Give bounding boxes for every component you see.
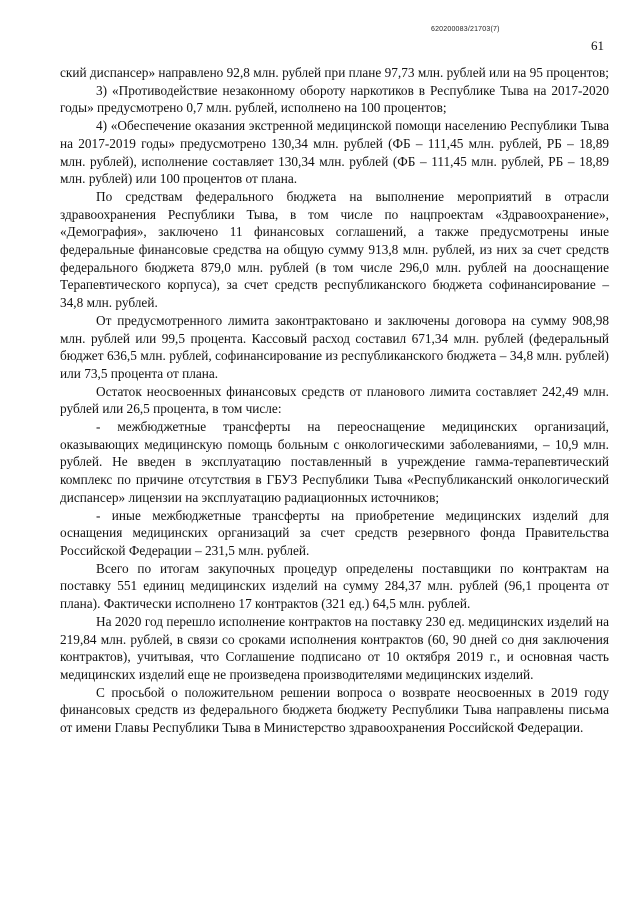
page-number: 61	[591, 38, 604, 53]
paragraph: - межбюджетные трансферты на переоснащение медицинских организаций, оказывающих медицинскую помощь больным с онкологическими заболеваниями, – 10,9 млн. рублей. Не введен в эксплуатацию поставленный в учреждение гамма-терапевтический комплекс по причине отсутствия в ГБУЗ Республики Тыва «Республиканский онкологический диспансер» лицензии на эксплуатацию радиационных источников;	[60, 419, 609, 505]
paragraph: С просьбой о положительном решении вопроса о возврате неосвоенных в 2019 году финансовых средств из федерального бюджета бюджету Республики Тыва направлены письма от имени Главы Республики Тыва в Министерство здравоохранения Российской Федерации.	[60, 684, 609, 736]
paragraph: ский диспансер» направлено 92,8 млн. рублей при плане 97,73 млн. рублей или на 95 процентов;	[60, 65, 609, 80]
document-id: 620200083/21703(7)	[431, 26, 500, 33]
paragraph: От предусмотренного лимита законтрактовано и заключены договора на сумму 908,98 млн. рублей или 99,5 процента. Кассовый расход составил 671,34 млн. рублей (федеральный бюджет 636,5 млн. рублей, софинансирование из республиканского бюджета – 34,8 млн. рублей) или 73,5 процента от плана.	[60, 312, 609, 381]
paragraph: 3) «Противодействие незаконному обороту наркотиков в Республике Тыва на 2017-2020 годы» предусмотрено 0,7 млн. рублей, исполнено на 100 процентов;	[60, 82, 609, 116]
paragraph: Остаток неосвоенных финансовых средств от планового лимита составляет 242,49 млн. рублей или 26,5 процента, в том числе:	[60, 383, 609, 417]
paragraph: Всего по итогам закупочных процедур определены поставщики по контрактам на поставку 551 единиц медицинских изделий на сумму 284,37 млн. рублей (96,1 процента от плана). Фактически исполнено 17 контрактов (321 ед.) 64,5 млн. рублей.	[60, 560, 609, 612]
paragraph: 4) «Обеспечение оказания экстренной медицинской помощи населению Республики Тыва на 2017-2019 годы» предусмотрено 130,34 млн. рублей (ФБ – 111,45 млн. рублей, РБ – 18,89 млн. рублей), исполнение составляет 130,34 млн. рублей (ФБ – 111,45 млн. рублей, РБ – 18,89 млн. рублей) или 100 процентов от плана.	[60, 118, 609, 187]
paragraph: - иные межбюджетные трансферты на приобретение медицинских изделий для оснащения медицинских организаций за счет средств резервного фонда Правительства Российской Федерации – 231,5 млн. рублей.	[60, 507, 609, 558]
document-body	[60, 64, 609, 737]
paragraph: На 2020 год перешло исполнение контрактов на поставку 230 ед. медицинских изделий на 219,84 млн. рублей, в связи со сроками исполнения контрактов (60, 90 дней со дня заключения контрактов), учитывая, что Соглашение подписано от 10 октября 2019 г., и основная часть медицинских изделий еще не произведена производителями медицинских изделий.	[60, 613, 609, 682]
paragraph: По средствам федерального бюджета на выполнение мероприятий в отрасли здравоохранения Республики Тыва, в том числе по нацпроектам «Здравоохранение», «Демография», заключено 11 финансовых соглашений, а также предусмотрены иные федеральные финансовые средства на общую сумму 913,8 млн. рублей, из них за счет средств федерального бюджета 879,0 млн. рублей (в том числе 296,0 млн. рублей на дооснащение Терапевтического корпуса), за счет средств республиканского бюджета софинансирование – 34,8 млн. рублей.	[60, 188, 609, 311]
